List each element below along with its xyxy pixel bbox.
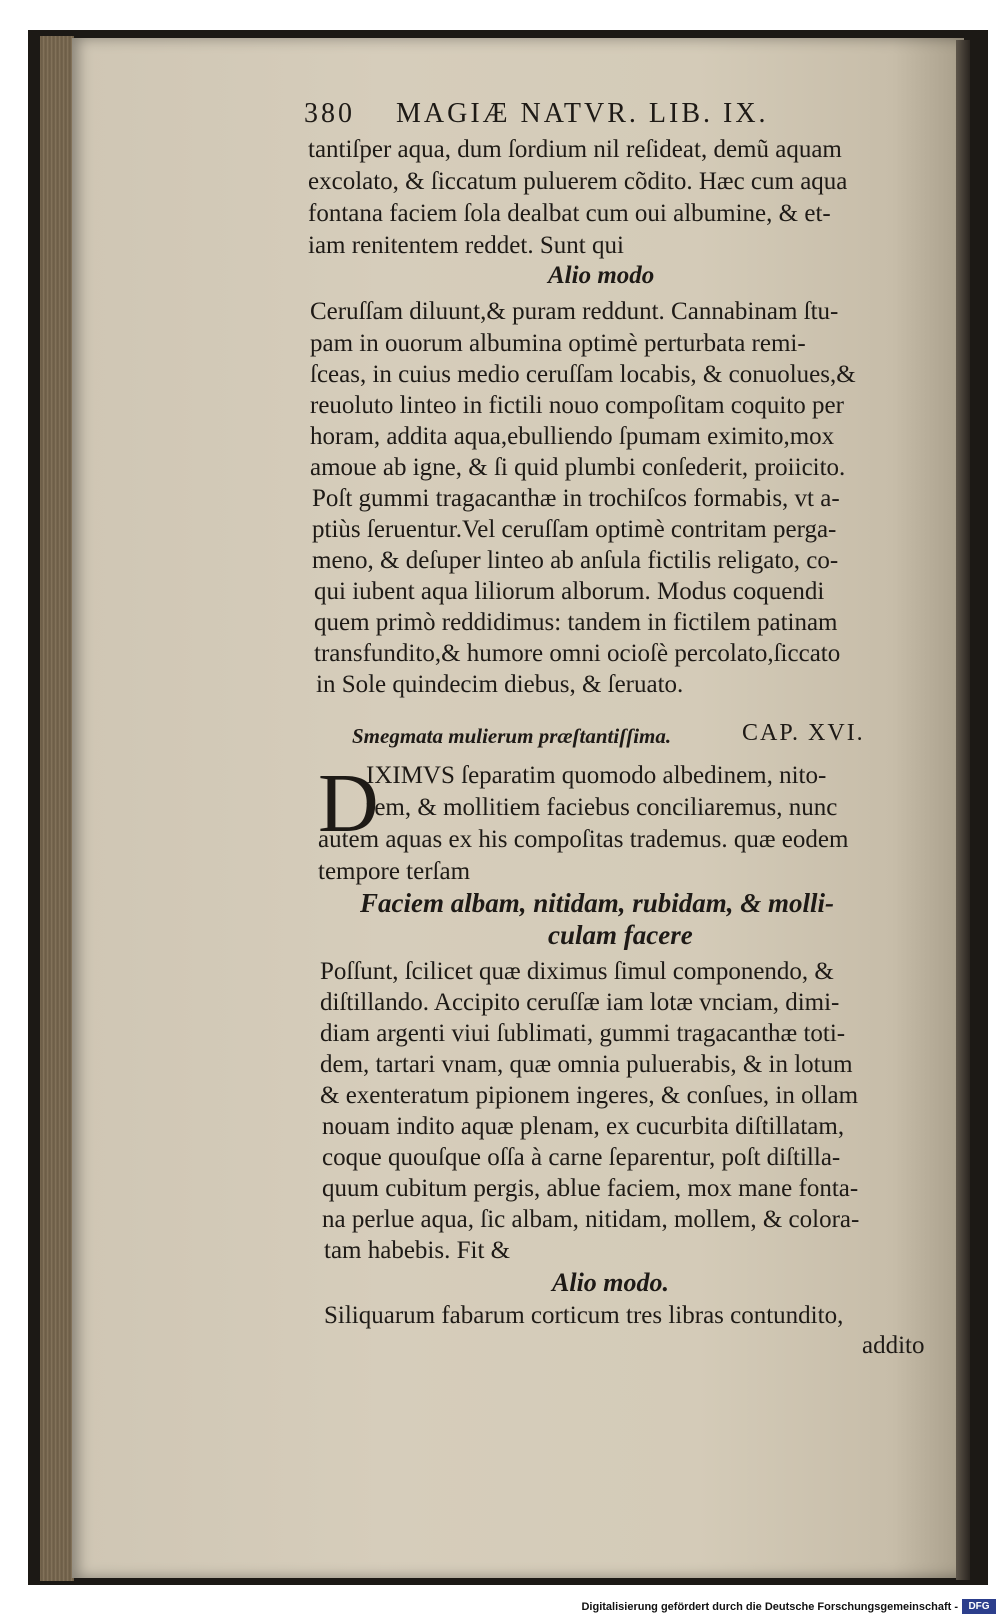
subheading: culam facere xyxy=(548,920,693,950)
text-line: ſceas, in cuius medio ceruſſam locabis, & conuolues,& xyxy=(310,361,856,388)
text-line: meno, & deſuper linteo ab anſula fictilis religato, co- xyxy=(312,547,839,574)
drop-capital: D xyxy=(318,757,379,850)
text-line: Siliquarum fabarum corticum tres libras contundito, xyxy=(324,1302,844,1329)
subheading: Alio modo xyxy=(548,262,655,289)
funding-credit: Digitalisierung gefördert durch die Deutsche Forschungsgemeinschaft - xyxy=(581,1601,958,1613)
text-line: ptiùs ſeruentur.Vel ceruſſam optimè contritam perga- xyxy=(312,516,837,543)
spine-edge xyxy=(956,40,970,1580)
text-line: dem, tartari vnam, quæ omnia puluerabis, & in lotum xyxy=(320,1051,853,1078)
page-edges xyxy=(40,36,74,1581)
text-line: pam in ouorum albumina optimè perturbata remi- xyxy=(310,330,806,357)
text-line: diam argenti viui ſublimati, gummi tragacanthæ toti- xyxy=(320,1020,846,1047)
text-line: horam, addita aqua,ebulliendo ſpumam eximito,mox xyxy=(310,423,835,450)
subheading: Faciem albam, nitidam, rubidam, & molli- xyxy=(360,888,835,918)
text-line: IXIMVS ſeparatim quomodo albedinem, nito- xyxy=(366,762,827,789)
text-line: iam renitentem reddet. Sunt qui xyxy=(308,232,624,259)
text-line: tam habebis. Fit & xyxy=(324,1237,511,1264)
text-line: autem aquas ex his compoſitas trademus. quæ eodem xyxy=(318,826,849,853)
text-line: diſtillando. Accipito ceruſſæ iam lotæ vnciam, dimi- xyxy=(320,989,840,1016)
chapter-title: Smegmata mulierum præſtantiſſima. xyxy=(352,724,672,748)
subheading: Alio modo. xyxy=(552,1268,670,1297)
dfg-logo: DFG xyxy=(962,1599,996,1614)
page-number: 380 xyxy=(304,98,355,129)
text-line: transfundito,& humore omni ocioſè percolato,ſiccato xyxy=(314,640,841,667)
text-line: qui iubent aqua liliorum alborum. Modus coquendi xyxy=(314,578,825,605)
text-line: & exenteratum pipionem ingeres, & conſues, in ollam xyxy=(320,1082,859,1109)
text-line: coque quouſque oſſa à carne ſeparentur, poſt diſtilla- xyxy=(322,1144,841,1171)
catchword: addito xyxy=(862,1332,925,1359)
text-line: na perlue aqua, ſic albam, nitidam, mollem, & colora- xyxy=(322,1206,860,1233)
text-line: Poſt gummi tragacanthæ in trochiſcos formabis, vt a- xyxy=(312,485,840,512)
text-line: quem primò reddidimus: tandem in fictilem patinam xyxy=(314,609,838,636)
text-line: nouam indito aquæ plenam, ex cucurbita diſtillatam, xyxy=(322,1113,845,1140)
chapter-number: CAP. XVI. xyxy=(742,720,865,746)
text-line: tantiſper aqua, dum ſordium nil reſideat, demũ aquam xyxy=(308,136,842,163)
text-line: in Sole quindecim diebus, & ſeruato. xyxy=(316,671,684,698)
text-line: reuoluto linteo in fictili nouo compoſitam coquito per xyxy=(310,392,844,419)
text-line: fontana faciem ſola dealbat cum oui albumine, & et- xyxy=(308,200,831,227)
text-line: excolato, & ſiccatum puluerem cõdito. Hæc cum aqua xyxy=(308,168,848,195)
text-line: tempore terſam xyxy=(318,858,471,885)
text-line: quum cubitum pergis, ablue faciem, mox mane fonta- xyxy=(322,1175,859,1202)
text-line: Poſſunt, ſcilicet quæ diximus ſimul componendo, & xyxy=(320,958,834,985)
text-line: amoue ab igne, & ſi quid plumbi conſederit, proiicito. xyxy=(310,454,846,481)
text-line: Ceruſſam diluunt,& puram reddunt. Cannabinam ſtu- xyxy=(310,298,839,325)
text-line: rem, & mollitiem faciebus conciliaremus, nunc xyxy=(366,794,838,821)
running-title: MAGIÆ NATVR. LIB. IX. xyxy=(396,98,769,129)
